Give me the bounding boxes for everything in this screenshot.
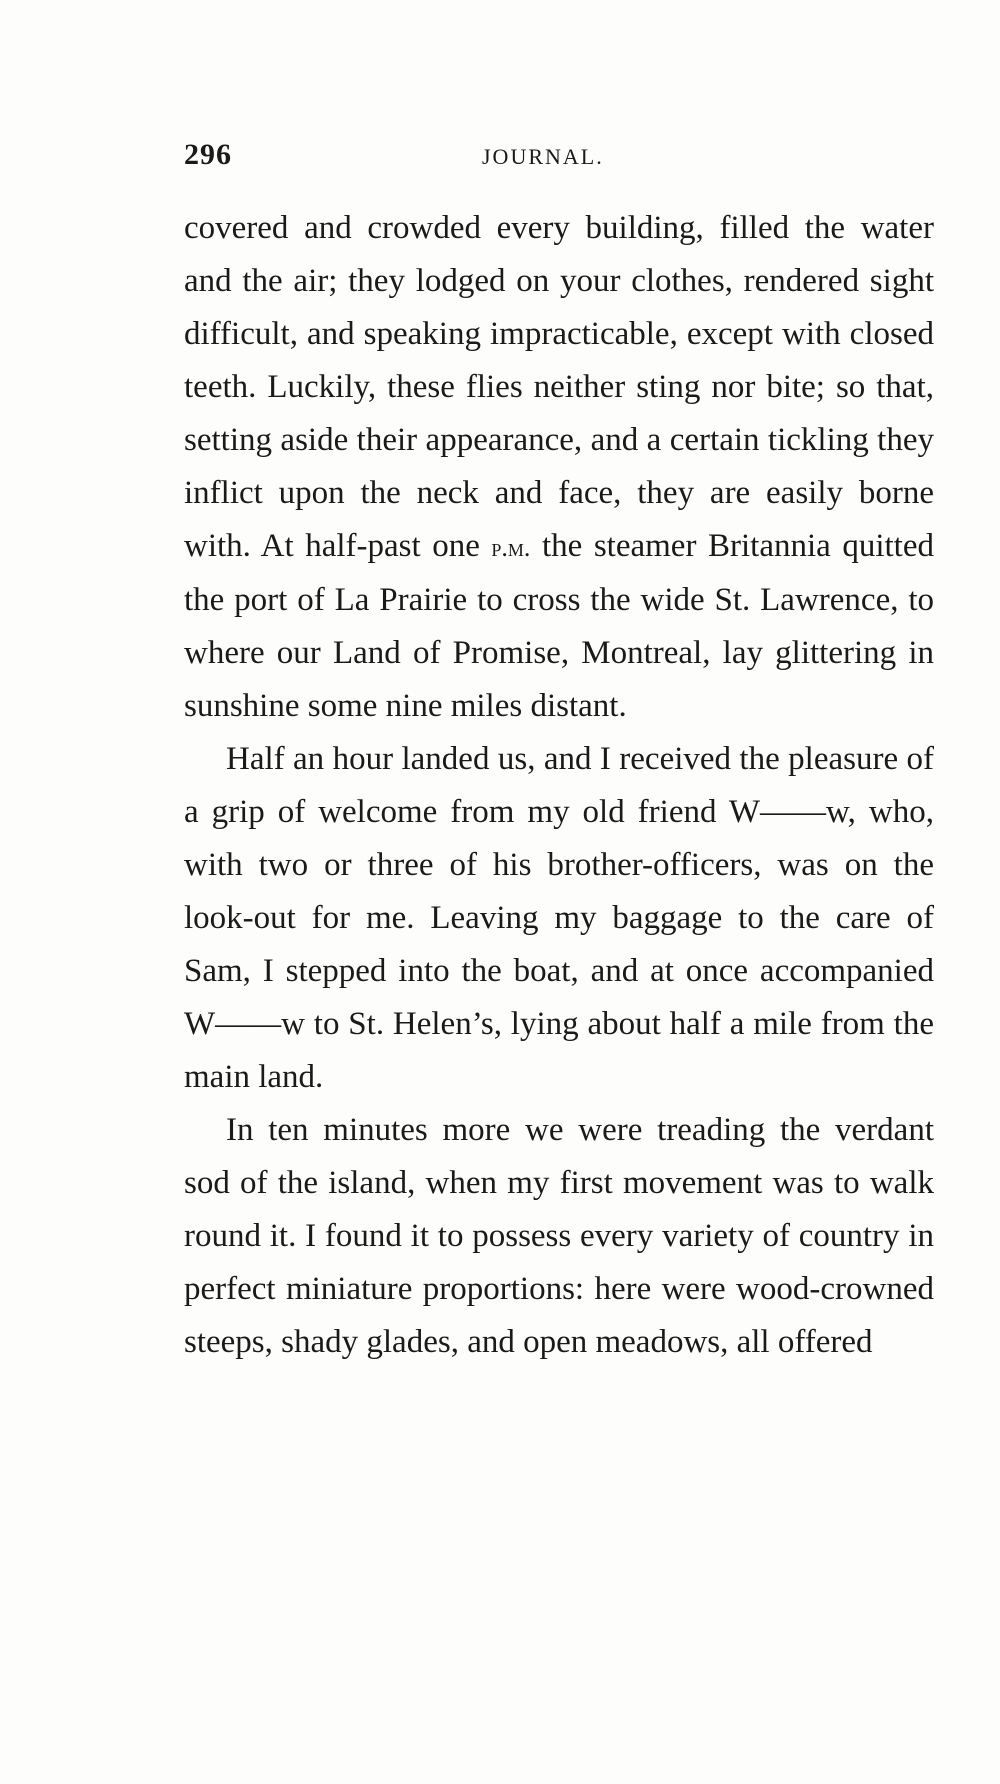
paragraph-2: Half an hour landed us, and I received the pleasure of a grip of welcome from my old friend W——w, who, with two or three of his brother-officers, was on the look-out for me. Leaving my baggage to the care of Sam, I stepped into the boat, and at once accompanied W——w to St. Helen’s, lying about half a mile from the main land. <box>184 741 934 1095</box>
paragraph-1-text-a: covered and crowded every building, filled the water and the air; they lodged on your clothes, rendered sight difficult, and speaking impracticable, except with closed teeth. Luckily, these flies neither sting nor bite; so that, setting aside their appearance, and a certain tickling they inflict upon the neck and face, they are easily borne with. At half-past one <box>184 210 934 564</box>
time-abbreviation: p.m. <box>491 533 531 562</box>
body-text <box>184 202 934 1369</box>
paragraph-1 <box>184 202 934 733</box>
paragraph-1-text-b: the steamer Britannia quitted the port of La Prairie to cross the wide St. Lawrence, to where our Land of Promise, Montreal, lay glittering in sunshine some nine miles distant. <box>184 528 934 724</box>
paragraph-3: In ten minutes more we were treading the verdant sod of the island, when my first movement was to walk round it. I found it to possess every variety of country in perfect miniature proportions: here were wood-crowned steeps, shady glades, and open meadows, all offered <box>184 1112 934 1360</box>
page-header <box>184 138 934 178</box>
running-head: JOURNAL. <box>482 144 604 169</box>
page-number: 296 <box>184 138 232 171</box>
